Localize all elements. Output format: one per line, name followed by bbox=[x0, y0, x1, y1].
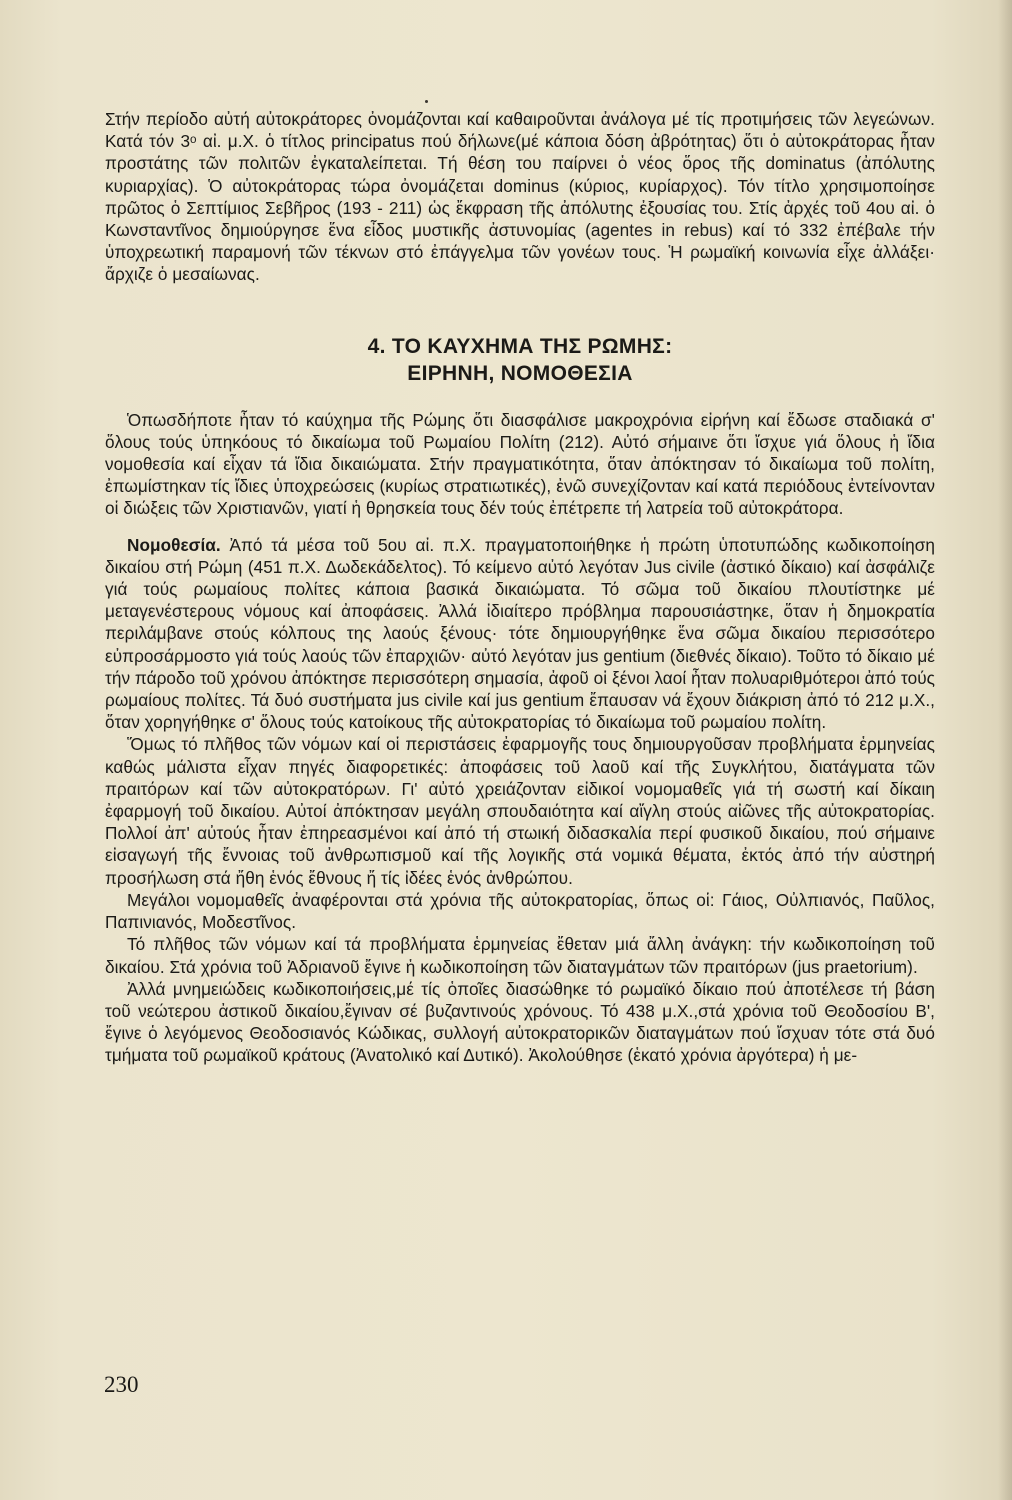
body-text bbox=[105, 108, 935, 1067]
paragraph-jurists: Μεγάλοι νομομαθεῖς ἀναφέρονται στά χρόνια τῆς αὐτοκρατορίας, ὅπως οἱ: Γάιος, Οὐλπιανός, Παῦλος, Παπινιανός, Μοδεστῖνος. bbox=[105, 889, 935, 933]
legislation-text: Ἀπό τά μέσα τοῦ 5ου αἰ. π.Χ. πραγματοποιήθηκε ἡ πρώτη ὑποτυπώδης κωδικοποίηση δικαίου στή Ρώμη (451 π.Χ. Δωδεκάδελτος). Τό κείμενο αὐτό λεγόταν Jus civile (ἀστικό δίκαιο) καί ἀσφάλιζε γιά τούς ρωμαίους πολίτες κάποια βασικά δικαιώματα. Τό σῶμα τοῦ δικαίου πλουτίστηκε μέ μεταγενέστερους νόμους καί ἀποφάσεις. Ἀλλά ἰδιαίτερο πρόβλημα παρουσιάστηκε, ὅταν ἡ δημοκρατία περιλάμβανε στούς κόλπους της λαούς ξένους· τότε δημιουργήθηκε ἕνα σῶμα δικαίου περισσότερο εὐπροσάρμοστο γιά τούς λαούς τῶν ἐπαρχιῶν· αὐτό λεγόταν jus gentium (διεθνές δίκαιο). Τοῦτο τό δίκαιο μέ τήν πάροδο τοῦ χρόνου ἀπόκτησε περισσότερη σημασία, ἀφοῦ οἱ ξένοι λαοί ἦταν πολυαριθμότεροι ἀπό τούς ρωμαίους πολίτες. Τά δυό συστήματα jus civile καί jus gentium ἔπαυσαν νά ἔχουν διάκριση ἀπό τό 212 μ.Χ., ὅταν χορηγήθηκε σ' ὅλους τούς κατοίκους τῆς αὐτοκρατορίας τό δικαίωμα τοῦ ρωμαίου πολίτη. bbox=[105, 534, 935, 733]
section-heading bbox=[105, 333, 935, 387]
paragraph-legislation bbox=[105, 534, 935, 734]
paragraph-byzantine: Ἀλλά μνημειώδεις κωδικοποιήσεις,μέ τίς ὁποῖες διασώθηκε τό ρωμαϊκό δίκαιο πού ἀποτέλεσε τή βάση τοῦ νεώτερου ἀστικοῦ δικαίου,ἔγιναν σέ βυζαντινούς χρόνους. Τό 438 μ.Χ.,στά χρόνια τοῦ Θεοδοσίου Β', ἔγινε ὁ λεγόμενος Θεοδοσιανός Κώδικας, συλλογή αὐτοκρατορικῶν διαταγμάτων πού ἴσχυαν τότε στά δυό τμήματα τοῦ ρωμαϊκοῦ κράτους (Ἀνατολικό καί Δυτικό). Ἀκολούθησε (ἑκατό χρόνια ἀργότερα) ἡ με- bbox=[105, 978, 935, 1066]
legislation-lead: Νομοθεσία. bbox=[127, 534, 221, 555]
page-number: 230 bbox=[104, 1372, 139, 1397]
speck-mark bbox=[425, 100, 428, 103]
page-spine-shadow bbox=[998, 0, 1012, 1500]
paragraph-codification: Τό πλῆθος τῶν νόμων καί τά προβλήματα ἑρμηνείας ἔθεταν μιά ἄλλη ἀνάγκη: τήν κωδικοποίηση τοῦ δικαίου. Στά χρόνια τοῦ Ἀδριανοῦ ἔγινε ἡ κωδικοποίηση τῶν διαταγμάτων τῶν πραιτόρων (jus praetorium). bbox=[105, 934, 935, 977]
paragraph-emperors: Στήν περίοδο αὐτή αὐτοκράτορες ὀνομάζονται καί καθαιροῦνται ἀνάλογα μέ τίς προτιμήσεις τῶν λεγεώνων. Κατά τόν 3ᵒ αἰ. μ.Χ. ὁ τίτλος principatus πού δήλωνε(μέ κάποια δόση ἀβρότητας) ὅτι ὁ αὐτοκράτορας ἦταν προστάτης τῶν πολιτῶν ἐγκαταλείπεται. Τή θέση του παίρνει ὁ νέος ὅρος τῆς dominatus (ἀπόλυτης κυριαρχίας). Ὁ αὐτοκράτορας τώρα ὀνομάζεται dominus (κύριος, κυρίαρχος). Τόν τίτλο χρησιμοποίησε πρῶτος ὁ Σεπτίμιος Σεβῆρος (193 - 211) ὡς ἔκφραση τῆς ἀπόλυτης ἐξουσίας του. Στίς ἀρχές τοῦ 4ου αἰ. ὁ Κωνσταντῖνος δημιούργησε ἕνα εἶδος μυστικῆς ἀστυνομίας (agentes in rebus) καί τό 332 ἐπέβαλε τήν ὑποχρεωτική παραμονή τῶν τέκνων στό ἐπάγγελμα τῶν γονέων τους. Ἡ ρωμαϊκή κοινωνία εἶχε ἀλλάξει· ἄρχιζε ὁ μεσαίωνας. bbox=[105, 109, 935, 285]
heading-line-1: 4. ΤΟ ΚΑΥΧΗΜΑ ΤΗΣ ΡΩΜΗΣ: bbox=[367, 334, 673, 358]
heading-line-2: ΕΙΡΗΝΗ, ΝΟΜΟΘΕΣΙΑ bbox=[407, 361, 633, 385]
paragraph-peace: Ὁπωσδήποτε ἦταν τό καύχημα τῆς Ρώμης ὅτι διασφάλισε μακροχρόνια εἰρήνη καί ἔδωσε σταδιακά σ' ὅλους τούς ὑπηκόους τό δικαίωμα τοῦ Ρωμαίου Πολίτη (212). Αὐτό σήμαινε ὅτι ἴσχυε γιά ὅλους ἡ ἴδια νομοθεσία καί εἶχαν τά ἴδια δικαιώματα. Στήν πραγματικότητα, ὅταν ἀπόκτησαν τό δικαίωμα τοῦ πολίτη, ἐπωμίστηκαν τίς ἴδιες ὑποχρεώσεις (κυρίως στρατιωτικές), ἐνῶ συνεχίζονταν καί κατά περιόδους ἐντείνονταν οἱ διώξεις τῶν Χριστιανῶν, γιατί ἡ θρησκεία τους δέν τούς ἐπέτρεπε τή λατρεία τοῦ αὐτοκράτορα. bbox=[105, 409, 935, 519]
paragraph-interpretation: Ὅμως τό πλῆθος τῶν νόμων καί οἱ περιστάσεις ἐφαρμογῆς τους δημιουργοῦσαν προβλήματα ἑρμηνείας καθώς μάλιστα εἶχαν πηγές διαφορετικές: ἀποφάσεις τοῦ λαοῦ καί τῆς Συγκλήτου, διατάγματα τῶν πραιτόρων καί τῶν αὐτοκρατόρων. Γι' αὐτό χρειάζονταν εἰδικοί νομομαθεῖς γιά τή σωστή καί δίκαιη ἐφαρμογή τοῦ δικαίου. Αὐτοί ἀπόκτησαν μεγάλη σπουδαιότητα καί αἴγλη στούς αἰῶνες τῆς αὐτοκρατορίας. Πολλοί ἀπ' αὐτούς ἦταν ἐπηρεασμένοι καί ἀπό τή στωική διδασκαλία περί φυσικοῦ δικαίου, πού σήμαινε εἰσαγωγή τῆς ἔννοιας τοῦ ἀνθρωπισμοῦ καί τῆς λογικῆς στά νομικά θέματα, ἐκτός ἀπό τήν αὐστηρή προσήλωση στά ἤθη ἑνός ἔθνους ἤ τίς ἰδέες ἑνός ἀνθρώπου. bbox=[105, 734, 935, 888]
